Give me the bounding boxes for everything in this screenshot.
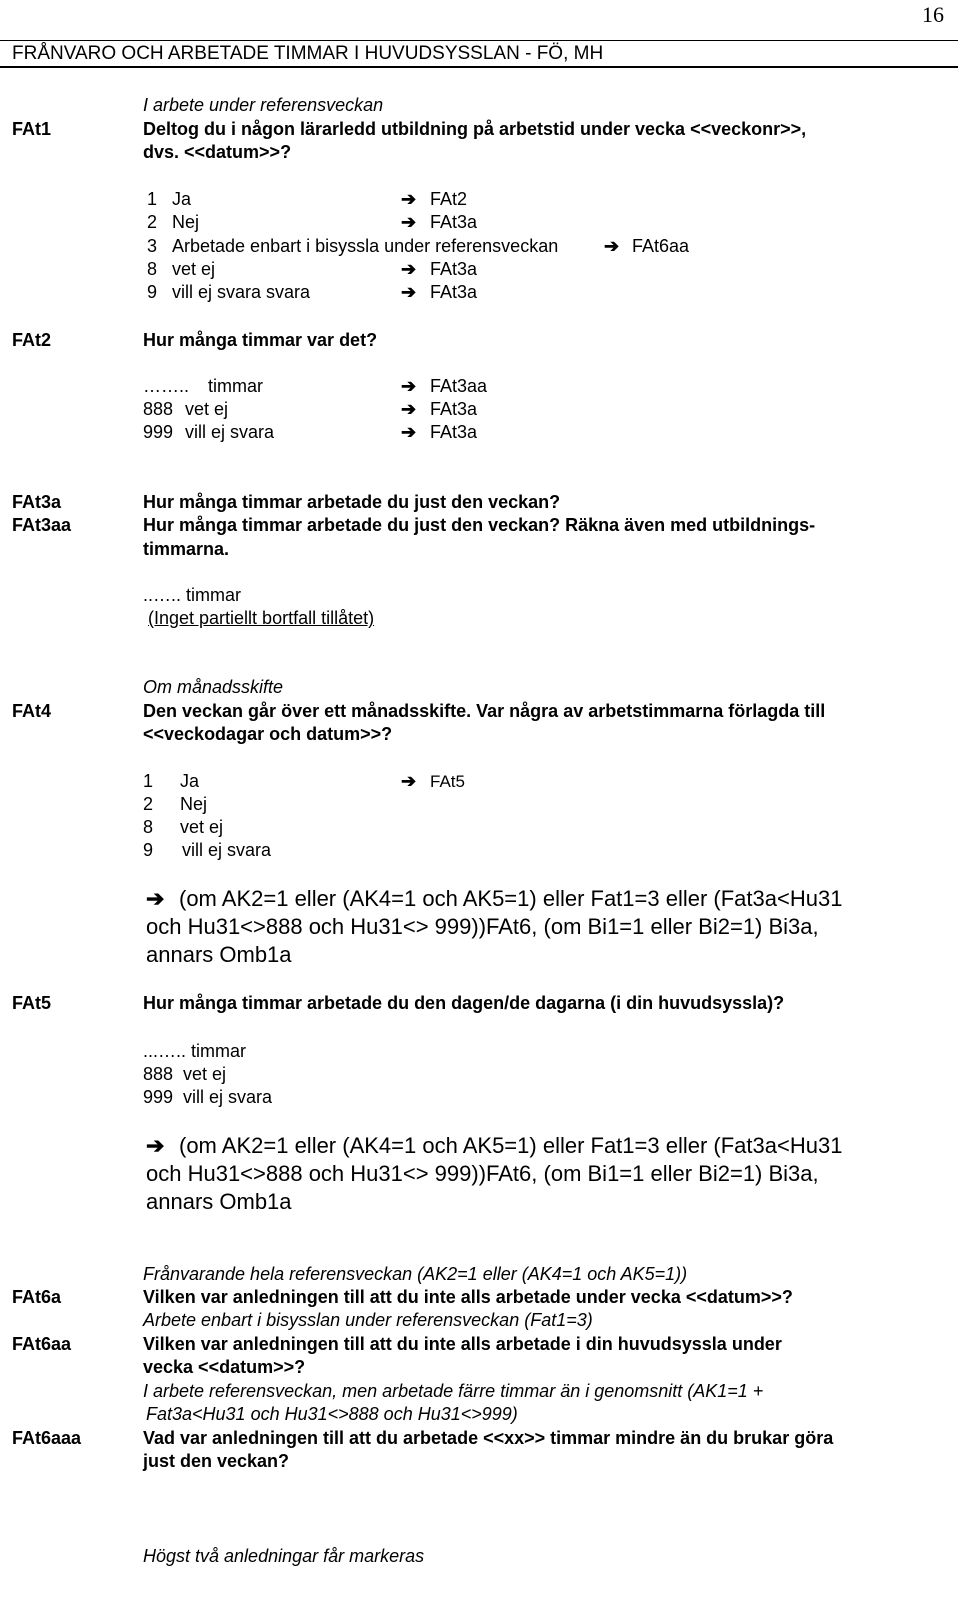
option-target: FAt3a xyxy=(430,259,478,279)
option-label: vill ej svara svara xyxy=(172,282,311,302)
question-id-fat5: FAt5 xyxy=(12,993,52,1013)
fat6aaa-question-line1: Vad var anledningen till att du arbetade <<xx>> timmar mindre än du brukar göra xyxy=(143,1428,834,1448)
fat5-routing-line3: annars Omb1a xyxy=(146,1189,292,1214)
arrow-right-icon: ➔ xyxy=(401,771,417,791)
option-number: 8 xyxy=(147,259,158,279)
fat6-condition3-line1: I arbete referensveckan, men arbetade färre timmar än i genomsnitt (AK1=1 + xyxy=(143,1381,764,1401)
fat6-footer-note: Högst två anledningar får markeras xyxy=(143,1546,425,1566)
option-target: FAt6aa xyxy=(632,236,690,256)
fat4-question-line1: Den veckan går över ett månadsskifte. Var några av arbetstimmarna förlagda till xyxy=(143,701,826,721)
option-number: 2 xyxy=(147,212,158,232)
option-label: Ja xyxy=(172,189,192,209)
option-number: 1 xyxy=(143,771,154,791)
fat1-question-line1: Deltog du i någon lärarledd utbildning på arbetstid under vecka <<veckonr>>, xyxy=(143,119,807,139)
option-number: 1 xyxy=(147,189,158,209)
option-label: vet ej xyxy=(180,817,224,837)
page-number: 16 xyxy=(922,2,944,27)
option-label: vet ej xyxy=(172,259,216,279)
question-id-fat2: FAt2 xyxy=(12,330,52,350)
fat5-answer: 888 vet ej xyxy=(143,1064,227,1084)
fat6-condition3-line2: Fat3a<Hu31 och Hu31<>888 och Hu31<>999) xyxy=(146,1404,518,1424)
arrow-right-icon: ➔ xyxy=(401,282,417,302)
option-label: Nej xyxy=(180,794,208,814)
fat4-routing-line2: och Hu31<>888 och Hu31<> 999))FAt6, (om Bi1=1 eller Bi2=1) Bi3a, xyxy=(146,914,819,939)
option-number: 2 xyxy=(143,794,154,814)
fat1-question-line2: dvs. <<datum>>? xyxy=(143,142,292,162)
fat2-question: Hur många timmar var det? xyxy=(143,330,378,350)
option-number: 8 xyxy=(143,817,154,837)
question-id-fat3a: FAt3a xyxy=(12,492,62,512)
option-target: FAt5 xyxy=(430,772,465,791)
arrow-right-icon: ➔ xyxy=(401,422,417,442)
fat3-note: (Inget partiellt bortfall tillåtet) xyxy=(148,608,375,628)
section-header-title: FRÅNVARO OCH ARBETADE TIMMAR I HUVUDSYSSLAN - FÖ, MH xyxy=(12,43,604,64)
fat1-intro: I arbete under referensveckan xyxy=(143,95,384,115)
arrow-right-icon: ➔ xyxy=(401,259,417,279)
fat3aa-question-line1: Hur många timmar arbetade du just den veckan? Räkna även med utbildnings- xyxy=(143,515,816,535)
fat4-routing-line3: annars Omb1a xyxy=(146,942,292,967)
arrow-right-icon: ➔ xyxy=(604,236,620,256)
question-id-fat6a: FAt6a xyxy=(12,1287,62,1307)
option-number: 888 xyxy=(143,399,174,419)
arrow-right-icon: ➔ xyxy=(401,212,417,232)
fat5-question: Hur många timmar arbetade du den dagen/de dagarna (i din huvudsyssla)? xyxy=(143,993,785,1013)
fat6aaa-question-line2: just den veckan? xyxy=(143,1451,290,1471)
option-target: FAt3a xyxy=(430,422,478,442)
option-label: timmar xyxy=(208,376,263,396)
arrow-right-icon: ➔ xyxy=(401,399,417,419)
option-label: vill ej svara xyxy=(182,840,272,860)
fat4-question-line2: <<veckodagar och datum>>? xyxy=(143,724,393,744)
option-label: Ja xyxy=(180,771,200,791)
option-target: FAt3a xyxy=(430,212,478,232)
option-number: 3 xyxy=(147,236,158,256)
arrow-right-icon: ➔ xyxy=(146,886,165,911)
fat5-routing-line2: och Hu31<>888 och Hu31<> 999))FAt6, (om Bi1=1 eller Bi2=1) Bi3a, xyxy=(146,1161,819,1186)
fat5-answer: ...….. timmar xyxy=(143,1041,246,1061)
fat3-answer-hours: ..….. timmar xyxy=(143,585,241,605)
option-number: 9 xyxy=(147,282,158,302)
option-target: FAt3a xyxy=(430,399,478,419)
fat6a-question: Vilken var anledningen till att du inte alls arbetade under vecka <<datum>>? xyxy=(143,1287,793,1307)
option-number: 9 xyxy=(143,840,154,860)
option-number: …….. xyxy=(143,376,190,396)
fat6-condition2: Arbete enbart i bisysslan under referensveckan (Fat1=3) xyxy=(143,1310,593,1330)
option-label: Nej xyxy=(172,212,200,232)
fat6aa-question-line2: vecka <<datum>>? xyxy=(143,1357,306,1377)
arrow-right-icon: ➔ xyxy=(401,376,417,396)
option-label: vet ej xyxy=(185,399,229,419)
fat3aa-question-line2: timmarna. xyxy=(143,539,230,559)
fat3a-question: Hur många timmar arbetade du just den veckan? xyxy=(143,492,561,512)
option-label: vill ej svara xyxy=(185,422,275,442)
fat5-routing-line1: (om AK2=1 eller (AK4=1 och AK5=1) eller Fat1=3 eller (Fat3a<Hu31 xyxy=(179,1133,843,1158)
section-header xyxy=(0,40,958,68)
fat4-routing-line1: (om AK2=1 eller (AK4=1 och AK5=1) eller Fat1=3 eller (Fat3a<Hu31 xyxy=(179,886,843,911)
option-target: FAt3a xyxy=(430,282,478,302)
fat6-condition1: Frånvarande hela referensveckan (AK2=1 eller (AK4=1 och AK5=1)) xyxy=(143,1264,688,1284)
option-label: Arbetade enbart i bisyssla under referensveckan xyxy=(172,236,559,256)
fat4-intro: Om månadsskifte xyxy=(143,677,284,697)
question-id-fat6aa: FAt6aa xyxy=(12,1334,72,1354)
arrow-right-icon: ➔ xyxy=(146,1133,165,1158)
question-id-fat6aaa: FAt6aaa xyxy=(12,1428,82,1448)
option-target: FAt3aa xyxy=(430,376,488,396)
option-number: 999 xyxy=(143,422,174,442)
fat5-answer: 999 vill ej svara xyxy=(143,1087,273,1107)
fat6aa-question-line1: Vilken var anledningen till att du inte alls arbetade i din huvudsyssla under xyxy=(143,1334,782,1354)
option-target: FAt2 xyxy=(430,189,468,209)
question-id-fat4: FAt4 xyxy=(12,701,52,721)
question-id-fat3aa: FAt3aa xyxy=(12,515,72,535)
question-id-fat1: FAt1 xyxy=(12,119,52,139)
arrow-right-icon: ➔ xyxy=(401,189,417,209)
